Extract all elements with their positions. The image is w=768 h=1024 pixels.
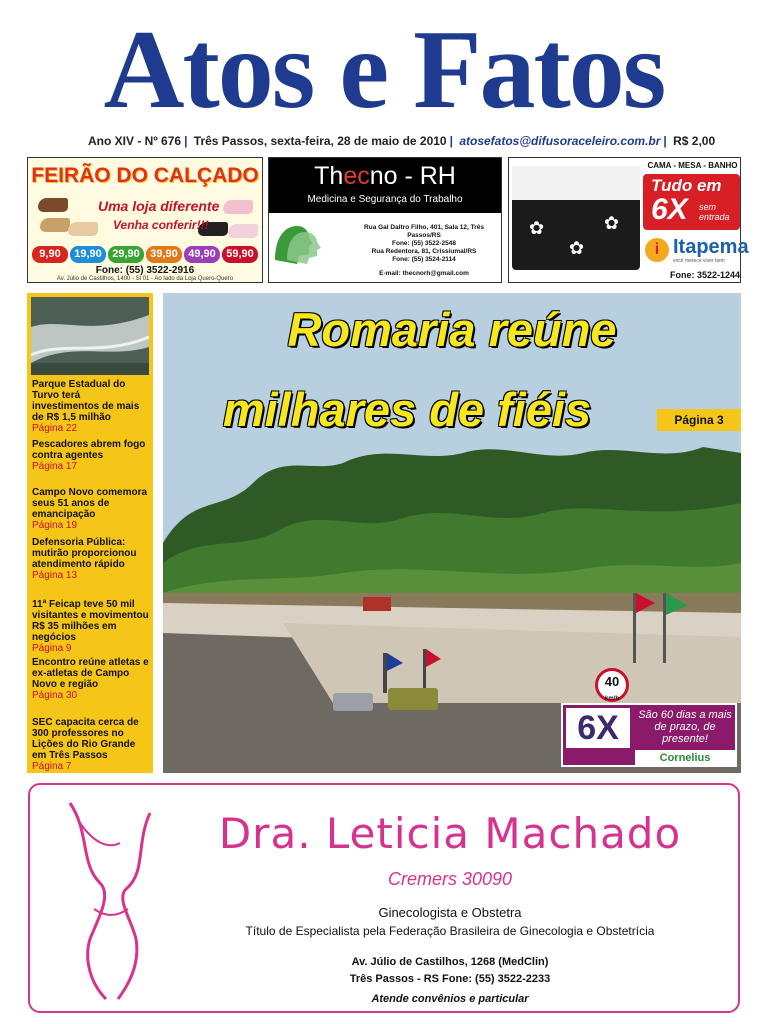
doctor-city-phone: Três Passos - RS Fone: (55) 3522-2233 [349, 973, 551, 985]
bed-pillows [512, 166, 640, 200]
price-tag: 29,90 [108, 246, 144, 263]
shoe-icon [40, 218, 70, 232]
edition-info-line: Ano XIV - Nº 676 | Três Passos, sexta-feira, 28 de maio de 2010 | atosefatos@difusoraceleiro.com.br | R$ 2,00 [88, 134, 716, 148]
ad-feirao-price-list [32, 246, 258, 263]
female-silhouette-logo [50, 793, 170, 1005]
price-tag: 59,90 [222, 246, 258, 263]
ad-thecno-email: E-mail: thecnorh@gmail.com [379, 270, 469, 277]
ad-itapema [508, 157, 749, 283]
ad-feirao-subtitle: Uma loja diferente [98, 198, 220, 214]
speed-limit-sign: 40 km/h [595, 668, 629, 702]
flower-icon: ✿ [529, 218, 545, 238]
river-thumbnail-image [31, 297, 149, 375]
sidebar-news-item[interactable]: Pescadores abrem fogo contra agentes Página 17 [32, 439, 146, 472]
ad-cornelius [561, 703, 737, 767]
ad-cornelius-6x: 6X [566, 708, 630, 748]
masthead-title: Atos e Fatos [103, 8, 665, 132]
sidebar-news-item[interactable]: Defensoria Pública: mutirão proporcionou atendimento rápido Página 13 [32, 537, 137, 581]
main-headline-line-2[interactable]: milhares de fiéis [222, 383, 592, 436]
ad-thecno-brand: Thecno - RH [314, 162, 456, 190]
sidebar-news-item[interactable]: Encontro reúne atletas e ex-atletas de Campo Novo e região Página 30 [32, 657, 149, 701]
place-date: Três Passos, sexta-feira, 28 de maio de 2010 [193, 134, 447, 148]
ad-thecno-address-1: Rua Gal Daltro Filho, 401, Sala 12, Três Passos/RS Fone: (55) 3522-2548 [364, 224, 484, 247]
flower-icon: ✿ [569, 238, 585, 258]
ad-feirao-title: FEIRÃO DO CALÇADO [31, 164, 259, 187]
ad-cornelius-text: São 60 dias a mais de prazo, de presente! [638, 709, 732, 745]
ad-feirao-address: Av. Júlio de Castilhos, 1400 - Sl 01 - Ao lado da Loja Quero-Quero [56, 276, 234, 282]
shoe-icon [68, 222, 98, 236]
main-story-photo[interactable] [163, 293, 741, 773]
ad-cornelius-brand: Cornelius [635, 750, 735, 766]
doctor-address: Av. Júlio de Castilhos, 1268 (MedClin) [351, 956, 549, 968]
ad-thecno-rh [268, 157, 502, 283]
shoe-icon [228, 224, 258, 238]
flower-icon: ✿ [604, 213, 620, 233]
doctor-name: Dra. Leticia Machado [218, 809, 682, 858]
ad-itapema-category: CAMA - MESA - BANHO [647, 161, 738, 170]
main-story-page-ref[interactable]: Página 3 [657, 409, 741, 431]
pilgrim-crowd [163, 593, 741, 713]
doctor-registration: Cremers 30090 [387, 869, 513, 889]
ad-itapema-logo: i Itapema você merece viver bem [643, 236, 740, 268]
ad-feirao-cta: Venha conferir!!! [113, 218, 209, 232]
doctor-title: Título de Especialista pela Federação Brasileira de Ginecologia e Obstetrícia [245, 924, 655, 938]
ad-feirao-phone: Fone: (55) 3522-2916 [95, 265, 195, 276]
heads-profile-icon [273, 220, 325, 264]
ad-itapema-offer: Tudo em 6X sem entrada [643, 174, 740, 230]
edition-number: Ano XIV - Nº 676 [88, 134, 182, 148]
price-tag: 9,90 [32, 246, 68, 263]
main-headline-line-1[interactable]: Romaria reúne [287, 303, 617, 356]
sidebar-news-item[interactable]: Parque Estadual do Turvo terá investimentos de mais de R$ 1,5 milhão Página 22 [32, 379, 140, 434]
news-sidebar [27, 293, 153, 773]
ad-thecno-tagline: Medicina e Segurança do Trabalho [307, 194, 463, 205]
ad-thecno-address-2: Rua Redentora, 81, Crissiumal/RS Fone: (55) 3524-2114 [371, 248, 477, 263]
contact-email[interactable]: atosefatos@difusoraceleiro.com.br [459, 134, 661, 148]
price-tag: 49,90 [184, 246, 220, 263]
cover-price: R$ 2,00 [673, 134, 716, 148]
sidebar-news-item[interactable]: 11ª Feicap teve 50 mil visitantes e movimentou R$ 35 milhões em negócios Página 9 [32, 599, 149, 654]
ad-feirao-do-calcado [27, 157, 263, 283]
ad-dra-leticia-machado [28, 783, 740, 1013]
sidebar-news-item[interactable]: Campo Novo comemora seus 51 anos de emancipação Página 19 [32, 487, 148, 531]
shoe-icon [223, 200, 253, 214]
shoe-icon [38, 198, 68, 212]
ad-itapema-phone: Fone: 3522-1244 [669, 270, 740, 280]
sidebar-news-item[interactable]: SEC capacita cerca de 300 professores no Lições do Rio Grande em Três Passos Página 7 [32, 717, 139, 772]
doctor-specialty: Ginecologista e Obstetra [378, 905, 522, 920]
price-tag: 19,90 [70, 246, 106, 263]
price-tag: 39,90 [146, 246, 182, 263]
itapema-logo-icon: i [645, 238, 669, 262]
doctor-note: Atende convênios e particular [371, 993, 529, 1005]
